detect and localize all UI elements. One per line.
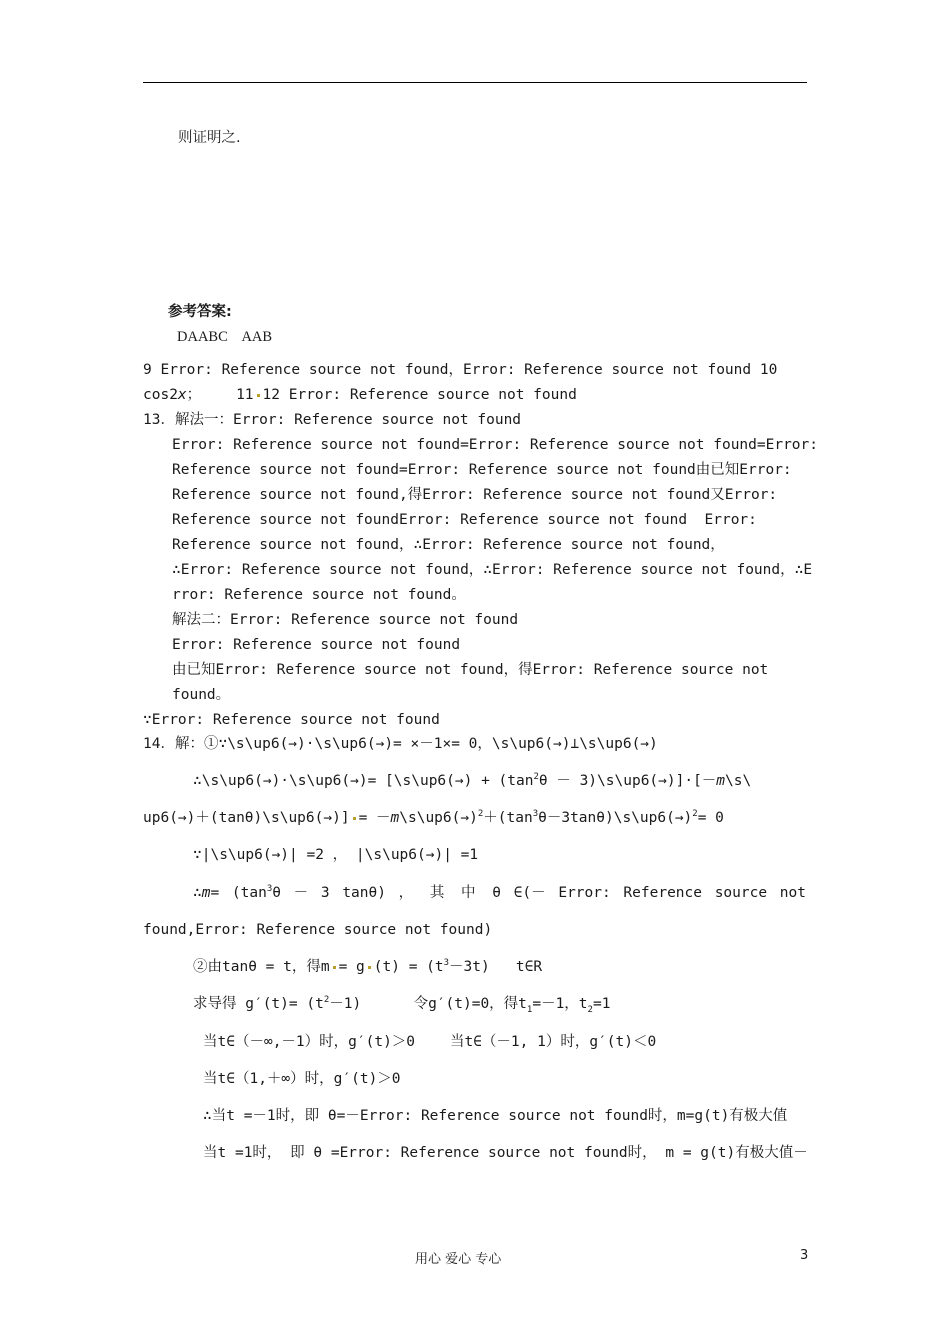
text-fragment: 12 Error: Reference source not found xyxy=(262,387,577,403)
footer-slogan: 用心 爱心 专心 xyxy=(415,1252,502,1267)
marker-dot xyxy=(333,966,336,969)
solution-line: Error: Reference source not found=Error: Reference source not found=Error: xyxy=(172,437,819,453)
text-fragment: = － xyxy=(358,810,391,826)
subscript: 1 xyxy=(526,1004,533,1015)
text-fragment: －1) 令g′(t)=0，得t xyxy=(329,996,527,1012)
header-text: 则证明之. xyxy=(178,130,241,146)
subscript: 2 xyxy=(587,1004,593,1015)
solution-line: found。 xyxy=(172,687,231,703)
text-fragment: =－1，t xyxy=(532,996,588,1012)
solution-line xyxy=(193,883,806,903)
text-fragment: \s\ xyxy=(725,773,752,789)
page-number: 3 xyxy=(800,1248,809,1263)
solution-line: ∵Error: Reference source not found xyxy=(143,712,440,728)
answer-10-11-12 xyxy=(143,385,577,405)
text-fragment: ； 11 xyxy=(186,387,254,403)
text-fragment: θ－3tanθ)\s\up6(→) xyxy=(538,810,693,826)
text-fragment: －3t) t∈R xyxy=(449,959,543,975)
text-fragment: θ － 3 tanθ) ， 其 中 θ ∈(－ Error: Reference source not xyxy=(272,885,806,901)
text-fragment: = (tan xyxy=(210,885,267,901)
solution-line: Reference source not found=Error: Reference source not found由已知Error: xyxy=(172,462,792,478)
text-fragment: = g xyxy=(338,959,365,975)
text-fragment: up6(→)＋(tanθ)\s\up6(→)] xyxy=(143,810,350,826)
solution-line: Error: Reference source not found xyxy=(172,637,461,653)
exponent: 3 xyxy=(443,958,450,969)
variable-m: m xyxy=(390,810,400,826)
solution-line: found,Error: Reference source not found) xyxy=(143,922,493,938)
solution-part-2 xyxy=(193,957,542,977)
text-fragment: ∴\s\up6(→)·\s\up6(→)= [\s\up6(→) + (tan xyxy=(193,773,534,789)
solution-line: 由已知Error: Reference source not found，得Error: Reference source not xyxy=(172,662,769,678)
exponent: 2 xyxy=(692,809,698,820)
exponent: 2 xyxy=(477,809,484,820)
exponent: 3 xyxy=(266,884,273,895)
text-fragment: θ － 3)\s\up6(→)]·[－ xyxy=(538,773,717,789)
text-fragment: ②由tanθ = t，得m xyxy=(193,959,330,975)
solution-line: Reference source not foundError: Reference source not found Error: xyxy=(172,512,757,528)
text-fragment: ∴ xyxy=(193,885,202,901)
exponent: 2 xyxy=(533,772,539,783)
marker-dot xyxy=(368,966,371,969)
solution-line xyxy=(193,994,610,1014)
text-fragment: =1 xyxy=(592,996,611,1012)
answer-9-10: 9 Error: Reference source not found，Error: Reference source not found 10 xyxy=(143,362,778,378)
solution-line: ∵|\s\up6(→)| =2 ， |\s\up6(→)| =1 xyxy=(193,847,479,863)
exponent: 2 xyxy=(323,995,330,1006)
variable-x: x xyxy=(177,387,187,403)
solution-line: 当t =1时， 即 θ =Error: Reference source not found时， m = g(t)有极大值－ xyxy=(203,1145,808,1161)
solution-line xyxy=(193,771,751,791)
text-fragment: cos2 xyxy=(143,387,178,403)
header-rule xyxy=(143,82,807,83)
answers-title: 参考答案: xyxy=(168,304,232,320)
answer-13-heading: 13．解法一：Error: Reference source not found xyxy=(143,412,522,428)
solution-line: rror: Reference source not found。 xyxy=(172,587,466,603)
variable-m: m xyxy=(201,885,211,901)
text-fragment: ＋(tan xyxy=(483,810,533,826)
marker-dot xyxy=(353,817,356,820)
solution-line: 当t∈（1,＋∞）时，g′(t)＞0 xyxy=(203,1071,401,1087)
solution-line: 当t∈（－∞,－1）时，g′(t)＞0 当t∈（－1, 1）时，g′(t)＜0 xyxy=(203,1034,657,1050)
text-fragment: (t) = (t xyxy=(373,959,444,975)
solution-line: ∴Error: Reference source not found，∴Error: Reference source not found，∴E xyxy=(172,562,813,578)
text-fragment: 求导得 g′(t)= (t xyxy=(193,996,324,1012)
marker-dot xyxy=(257,394,260,397)
solution-method-2: 解法二：Error: Reference source not found xyxy=(172,612,519,628)
solution-line: Reference source not found，∴Error: Reference source not found， xyxy=(172,537,725,553)
solution-line xyxy=(143,808,724,828)
mc-answers: DAABC AAB xyxy=(177,329,273,345)
solution-line: Reference source not found,得Error: Reference source not found又Error: xyxy=(172,487,778,503)
variable-m: m xyxy=(716,773,726,789)
text-fragment: = 0 xyxy=(697,810,724,826)
answer-14-heading: 14．解：①∵\s\up6(→)·\s\up6(→)= ×－1×= 0，\s\up6(→)⊥\s\up6(→) xyxy=(143,736,658,752)
solution-line: ∴当t =－1时，即 θ=－Error: Reference source not found时，m=g(t)有极大值 xyxy=(203,1108,788,1124)
text-fragment: \s\up6(→) xyxy=(399,810,478,826)
exponent: 3 xyxy=(532,809,539,820)
